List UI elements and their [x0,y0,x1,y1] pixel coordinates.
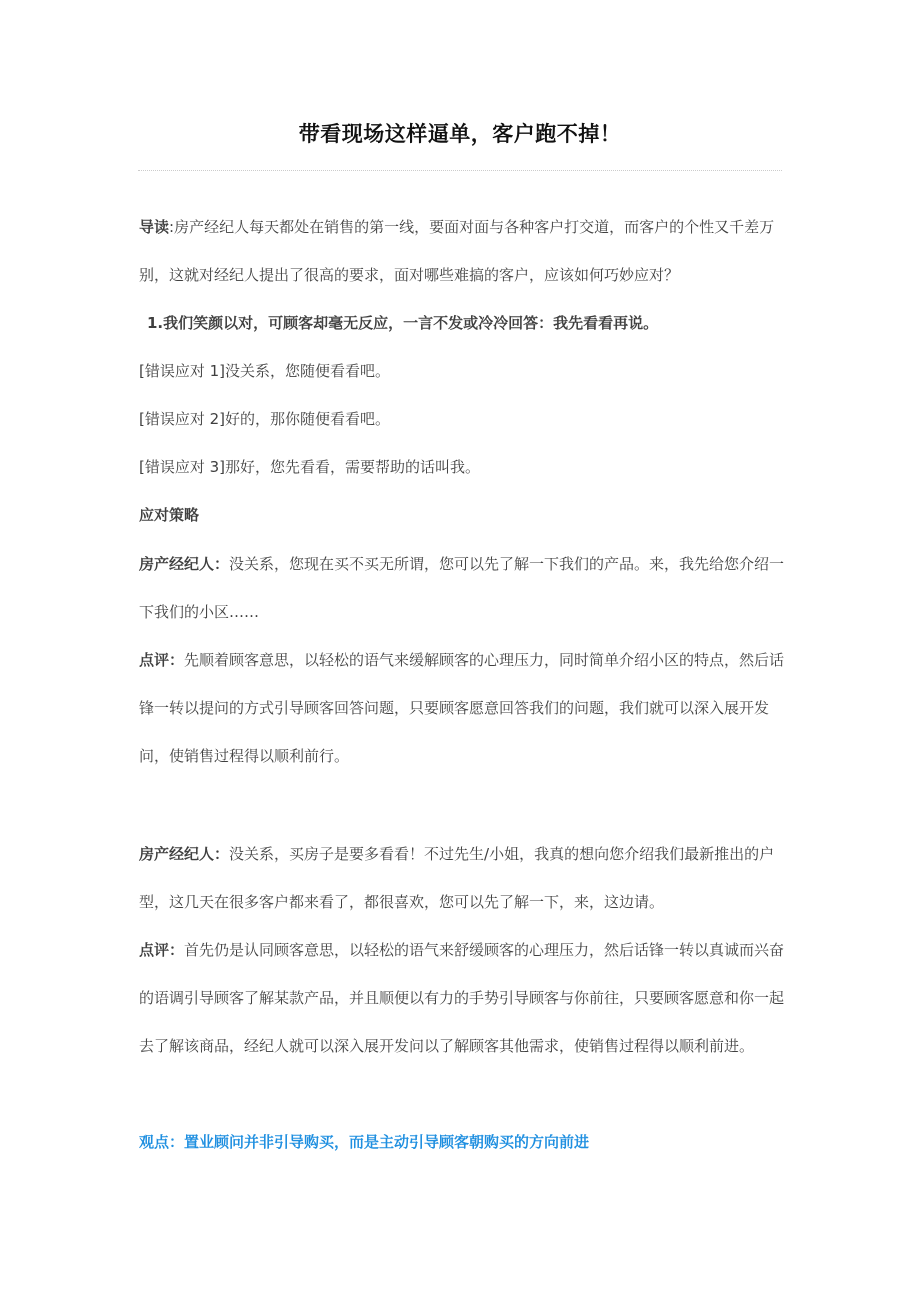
agent-text-2: 没关系，买房子是要多看看！不过先生/小姐，我真的想向您介绍我们最新推出的户型，这几天在很多客户都来看了，都很喜欢，您可以先了解一下，来，这边请。 [139,845,775,911]
agent-label-1: 房产经纪人： [139,555,230,573]
intro-text: :房产经纪人每天都处在销售的第一线，要面对面与各种客户打交道，而客户的个性又千差万别，这就对经纪人提出了很高的要求，面对哪些难搞的客户，应该如何巧妙应对？ [139,218,775,284]
comment-1 [139,636,785,780]
wrong-answer-1: [错误应对 1]没关系，您随便看看吧。 [139,362,391,380]
agent-reply-2 [139,830,785,926]
article-title: 带看现场这样逼单，客户跑不掉！ [298,122,622,146]
comment-2 [139,926,785,1070]
comment-text-2: 首先仍是认同顾客意思，以轻松的语气来舒缓顾客的心理压力，然后话锋一转以真诚而兴奋的语调引导顾客了解某款产品，并且顺便以有力的手势引导顾客与你前往，只要顾客愿意和你一起去了解该商品，经纪人就可以深入展开发问以了解顾客其他需求，使销售过程得以顺利前进。 [139,941,785,1055]
agent-reply-1 [139,540,785,636]
intro-label: 导读 [139,218,170,236]
intro-paragraph [139,203,785,299]
title-divider [138,170,782,171]
comment-label-2: 点评： [139,941,185,959]
agent-label-2: 房产经纪人： [139,845,230,863]
wrong-answer-2: [错误应对 2]好的，那你随便看看吧。 [139,410,391,428]
section1-heading: 1.我们笑颜以对，可顾客却毫无反应，一言不发或冷冷回答：我先看看再说。 [147,314,659,332]
comment-text-1: 先顺着顾客意思，以轻松的语气来缓解顾客的心理压力，同时简单介绍小区的特点，然后话锋一转以提问的方式引导顾客回答问题，只要顾客愿意回答我们的问题，我们就可以深入展开发问，使销售过程得以顺利前行。 [139,651,785,765]
strategy-heading: 应对策略 [139,506,200,524]
viewpoint: 观点：置业顾问并非引导购买，而是主动引导顾客朝购买的方向前进 [139,1133,590,1151]
wrong-answer-3: [错误应对 3]那好，您先看看，需要帮助的话叫我。 [139,458,481,476]
comment-label-1: 点评： [139,651,185,669]
agent-text-1: 没关系，您现在买不买无所谓，您可以先了解一下我们的产品。来，我先给您介绍一下我们的小区…… [139,555,785,621]
